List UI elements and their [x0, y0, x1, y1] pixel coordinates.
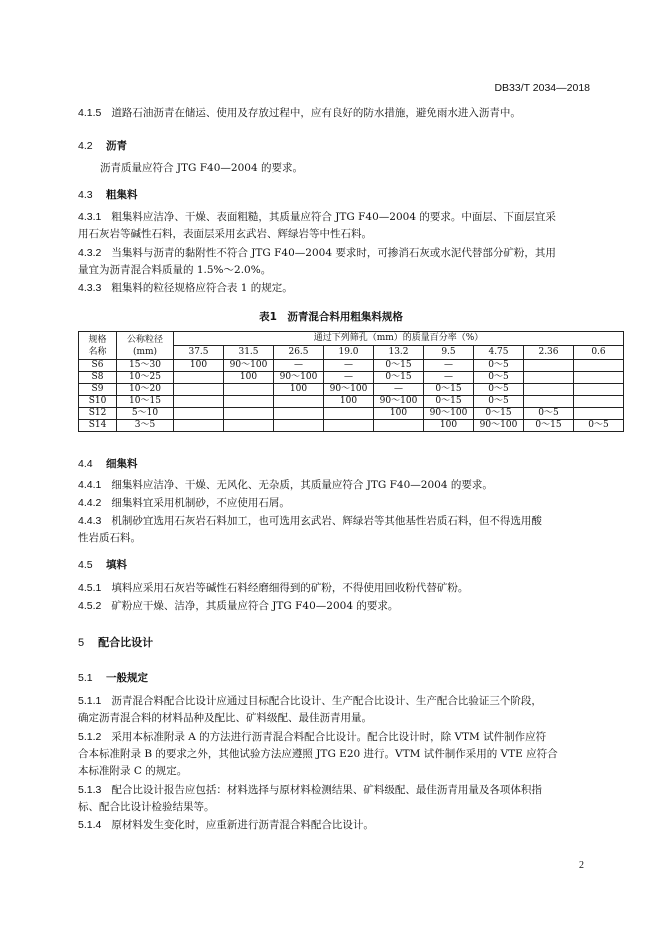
page-number: 2	[579, 860, 584, 871]
passing-value-cell: 90～100	[474, 420, 524, 432]
passing-value-cell	[174, 396, 224, 408]
passing-value-cell	[574, 396, 624, 408]
clause-text: 粗集料应洁净、干燥、表面粗糙，其质量应符合 JTG F40—2004 的要求。中面层、下面层宜采	[111, 211, 556, 223]
sieve-size: 37.5	[174, 346, 224, 360]
nominal-size-header-line1: 公称粒径	[126, 334, 163, 345]
clause-number: 4.5.2	[78, 600, 102, 612]
sieve-size: 0.6	[574, 346, 624, 360]
sieve-size: 13.2	[374, 346, 424, 360]
clause-number: 4.1.5	[78, 107, 102, 119]
heading-number: 4.2	[78, 140, 93, 152]
clause-text: 配合比设计报告应包括：材料选择与原材料检测结果、矿料级配、最佳沥青用量及各项体积指	[111, 784, 542, 796]
spec-name-cell: S8	[79, 372, 117, 384]
table-row	[79, 372, 624, 384]
clause-4-4-3	[78, 514, 542, 529]
passing-value-cell: 0～5	[524, 408, 574, 420]
clause-5-1-2	[78, 730, 546, 745]
passing-value-cell: —	[324, 360, 374, 372]
clause-5-1-1	[78, 694, 542, 709]
clause-4-3-1-cont: 用石灰岩等碱性石料，表面层采用玄武岩、辉绿岩等中性石料。	[78, 228, 372, 240]
passing-value-cell: 90～100	[424, 408, 474, 420]
passing-value-cell	[274, 396, 324, 408]
passing-value-cell: 0～15	[424, 396, 474, 408]
clause-5-1-3-cont: 标、配合比设计检验结果等。	[78, 801, 215, 813]
heading-number: 4.3	[78, 189, 93, 201]
passing-value-cell	[174, 372, 224, 384]
sieve-size: 26.5	[274, 346, 324, 360]
table-caption: 表1 沥青混合料用粗集料规格	[259, 311, 403, 323]
clause-number: 5.1.4	[78, 819, 102, 831]
passing-value-cell	[524, 372, 574, 384]
passing-value-cell	[324, 408, 374, 420]
clause-text: 当集料与沥青的黏附性不符合 JTG F40—2004 要求时，可掺消石灰或水泥代替部分矿粉，其用	[111, 247, 556, 259]
passing-value-cell: 100	[274, 384, 324, 396]
passing-value-cell	[174, 384, 224, 396]
passing-value-cell	[324, 420, 374, 432]
clause-text: 粗集料的粒径规格应符合表 1 的规定。	[111, 282, 293, 294]
passing-percent-header: 通过下列筛孔（mm）的质量百分率（%）	[174, 332, 624, 346]
clause-number: 4.4.1	[78, 479, 102, 491]
clause-4-3-3	[78, 281, 293, 296]
heading-number: 4.5	[78, 559, 93, 571]
passing-value-cell: 0～5	[474, 396, 524, 408]
clause-number: 4.3.3	[78, 282, 102, 294]
passing-value-cell: 0～5	[474, 360, 524, 372]
clause-number: 4.3.1	[78, 211, 102, 223]
passing-value-cell	[174, 408, 224, 420]
clause-text: 填料应采用石灰岩等碱性石料经磨细得到的矿粉，不得使用回收粉代替矿粉。	[111, 582, 469, 594]
passing-value-cell	[574, 384, 624, 396]
passing-value-cell	[574, 360, 624, 372]
passing-value-cell: —	[374, 384, 424, 396]
clause-4-3-2-cont: 量宜为沥青混合料质量的 1.5%～2.0%。	[78, 264, 272, 276]
clause-text: 机制砂宜选用石灰岩石料加工，也可选用玄武岩、辉绿岩等其他基性岩质石料，但不得选用酸	[111, 515, 542, 527]
passing-value-cell: 90～100	[224, 360, 274, 372]
spec-name-cell: S14	[79, 420, 117, 432]
clause-number: 4.3.2	[78, 247, 102, 259]
clause-5-1-3	[78, 783, 542, 798]
passing-value-cell: 100	[424, 420, 474, 432]
clause-number: 5.1.1	[78, 695, 102, 707]
doc-id-header: DB33/T 2034—2018	[494, 82, 590, 94]
passing-value-cell: 90～100	[324, 384, 374, 396]
table-row	[79, 420, 624, 432]
heading-4-2	[78, 138, 127, 153]
heading-title: 填料	[105, 559, 127, 571]
spec-name-header	[79, 332, 117, 360]
clause-number: 5.1.3	[78, 784, 102, 796]
clause-4-3-1	[78, 210, 556, 225]
passing-value-cell: 0～15	[424, 384, 474, 396]
passing-value-cell: —	[424, 372, 474, 384]
table-row	[79, 396, 624, 408]
clause-text: 原材料发生变化时，应重新进行沥青混合料配合比设计。	[111, 819, 374, 831]
passing-value-cell	[274, 408, 324, 420]
clause-text: 采用本标准附录 A 的方法进行沥青混合料配合比设计。配合比设计时，除 VTM 试件制作应符	[111, 731, 547, 743]
heading-title: 一般规定	[105, 672, 148, 684]
heading-title: 粗集料	[105, 189, 138, 201]
spec-name-cell: S9	[79, 384, 117, 396]
nominal-size-cell: 10～25	[117, 372, 174, 384]
passing-value-cell	[574, 372, 624, 384]
heading-4-4	[78, 456, 137, 471]
sieve-size: 9.5	[424, 346, 474, 360]
passing-value-cell	[524, 384, 574, 396]
passing-value-cell: 90～100	[374, 396, 424, 408]
heading-title: 沥青	[105, 140, 127, 152]
passing-value-cell: —	[274, 360, 324, 372]
clause-text: 细集料应洁净、干燥、无风化、无杂质，其质量应符合 JTG F40—2004 的要求。	[111, 479, 493, 491]
passing-value-cell: —	[324, 372, 374, 384]
nominal-size-cell: 3～5	[117, 420, 174, 432]
sieve-size: 31.5	[224, 346, 274, 360]
passing-value-cell: 0～5	[574, 420, 624, 432]
table-header-row	[79, 332, 624, 346]
clause-5-1-1-cont: 确定沥青混合料的材料品种及配比、矿料级配、最佳沥青用量。	[78, 712, 372, 724]
clause-4-4-3-cont: 性岩质石料。	[78, 532, 141, 544]
clause-number: 4.4.3	[78, 515, 102, 527]
heading-number: 5.1	[78, 672, 93, 684]
table-row	[79, 360, 624, 372]
passing-value-cell	[274, 420, 324, 432]
passing-value-cell: 90～100	[274, 372, 324, 384]
heading-4-5	[78, 557, 127, 572]
para-4-2-body: 沥青质量应符合 JTG F40—2004 的要求。	[100, 162, 303, 174]
passing-value-cell: 0～15	[524, 420, 574, 432]
clause-text: 细集料宜采用机制砂，不应使用石屑。	[111, 497, 290, 509]
heading-4-3	[78, 187, 137, 202]
passing-value-cell: 0～5	[474, 372, 524, 384]
passing-value-cell: 0～15	[374, 372, 424, 384]
clause-5-1-2-cont: 合本标准附录 B 的要求之外，其他试验方法应遵照 JTG E20 进行。VTM 试件制作采用的 VTE 应符合	[78, 748, 558, 760]
passing-value-cell: —	[424, 360, 474, 372]
passing-value-cell	[524, 360, 574, 372]
clause-4-5-1	[78, 581, 468, 596]
sieve-size: 19.0	[324, 346, 374, 360]
heading-number: 5	[78, 637, 85, 649]
clause-text: 矿粉应干燥、洁净，其质量应符合 JTG F40—2004 的要求。	[111, 600, 399, 612]
heading-5-1	[78, 670, 148, 685]
clause-5-1-4	[78, 818, 374, 833]
nominal-size-cell: 15～30	[117, 360, 174, 372]
passing-value-cell	[224, 396, 274, 408]
passing-value-cell: 100	[324, 396, 374, 408]
passing-value-cell: 100	[174, 360, 224, 372]
clause-text: 道路石油沥青在储运、使用及存放过程中，应有良好的防水措施，避免雨水进入沥青中。	[111, 107, 521, 119]
spec-name-cell: S12	[79, 408, 117, 420]
passing-value-cell	[374, 420, 424, 432]
passing-value-cell: 0～15	[374, 360, 424, 372]
passing-value-cell: 0～5	[474, 384, 524, 396]
nominal-size-header	[117, 332, 174, 360]
heading-number: 4.4	[78, 458, 93, 470]
clause-4-5-2	[78, 599, 398, 614]
sieve-size: 2.36	[524, 346, 574, 360]
passing-value-cell	[574, 408, 624, 420]
nominal-size-header-line2: (mm)	[132, 346, 158, 357]
passing-value-cell	[174, 420, 224, 432]
spec-name-cell: S10	[79, 396, 117, 408]
spec-name-header-line1: 规格	[88, 334, 107, 345]
passing-value-cell	[524, 396, 574, 408]
nominal-size-cell: 10～20	[117, 384, 174, 396]
clause-4-4-2	[78, 496, 290, 511]
passing-value-cell: 100	[224, 372, 274, 384]
passing-value-cell	[224, 408, 274, 420]
clause-4-4-1	[78, 478, 493, 493]
clause-4-1-5	[78, 106, 521, 121]
passing-value-cell: 0～15	[474, 408, 524, 420]
sieve-size: 4.75	[474, 346, 524, 360]
heading-title: 细集料	[105, 458, 138, 470]
heading-5	[78, 634, 153, 650]
clause-number: 5.1.2	[78, 731, 102, 743]
clause-text: 沥青混合料配合比设计应通过目标配合比设计、生产配合比设计、生产配合比验证三个阶段，	[111, 695, 542, 707]
spec-name-header-line2: 名称	[88, 346, 107, 357]
nominal-size-cell: 10～15	[117, 396, 174, 408]
heading-title: 配合比设计	[98, 636, 154, 649]
nominal-size-cell: 5～10	[117, 408, 174, 420]
clause-5-1-2-cont2: 本标准附录 C 的规定。	[78, 765, 188, 777]
clause-number: 4.4.2	[78, 497, 102, 509]
passing-value-cell	[224, 420, 274, 432]
clause-4-3-2	[78, 246, 556, 261]
passing-value-cell: 100	[374, 408, 424, 420]
table-row	[79, 384, 624, 396]
passing-value-cell	[224, 384, 274, 396]
clause-number: 4.5.1	[78, 582, 102, 594]
spec-name-cell: S6	[79, 360, 117, 372]
table-row	[79, 408, 624, 420]
coarse-aggregate-table	[78, 331, 624, 432]
